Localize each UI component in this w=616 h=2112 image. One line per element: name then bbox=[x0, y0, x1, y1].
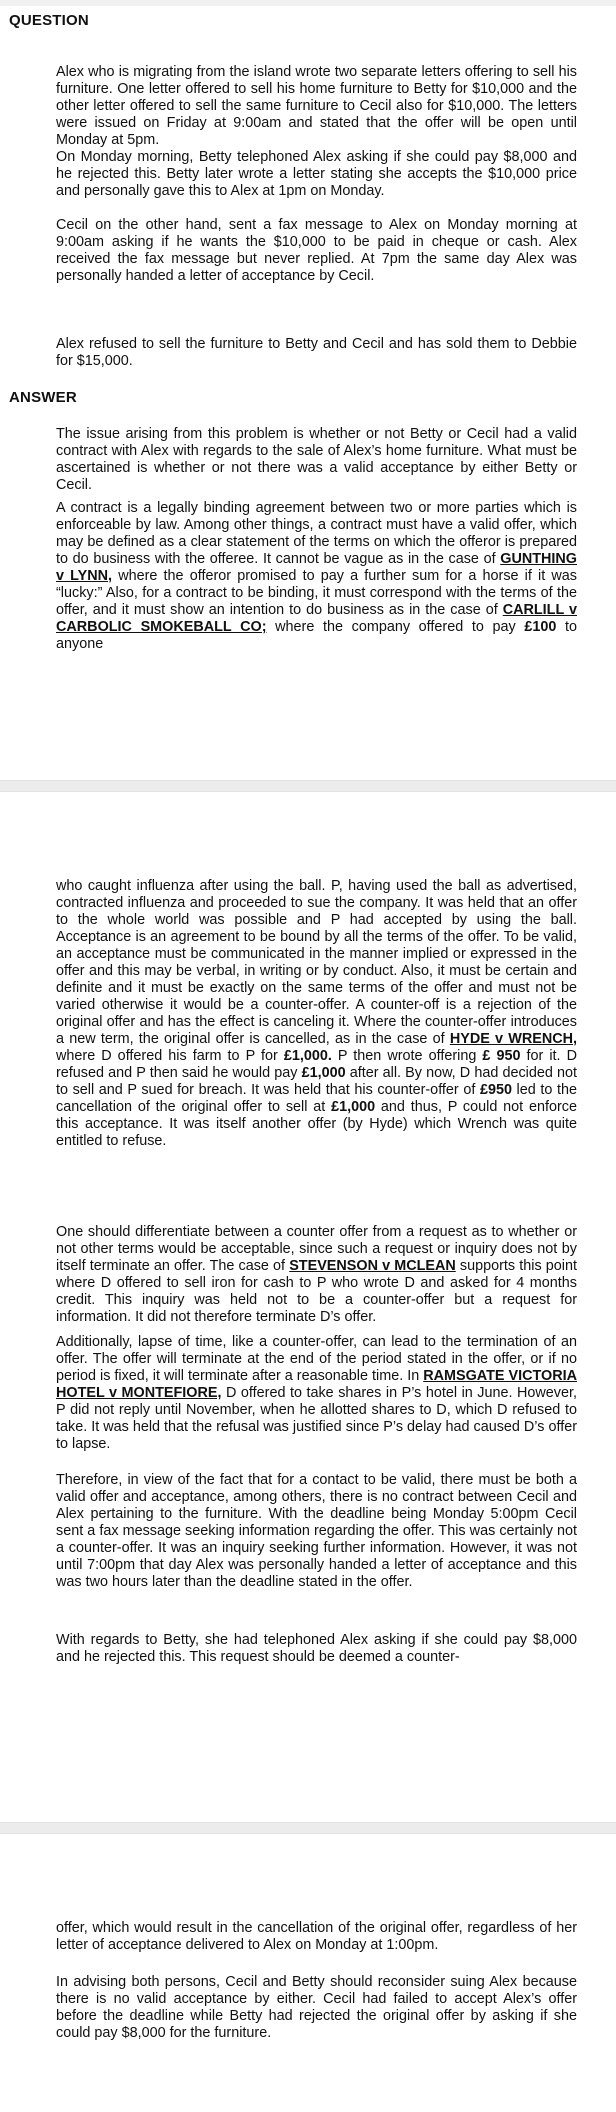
answer-paragraph-6: Therefore, in view of the fact that for a contact to be valid, there must be both a valid offer and acceptance, among others, there is no contract between Cecil and Alex pertaining to the furniture. With the deadline being Monday 5:00pm Cecil sent a fax message seeking information regarding the offer. This was certainly not a counter-offer. It was an inquiry seeking further information. However, it was not until 7:00pm that day Alex was personally handed a letter of acceptance and this was two hours later than the deadline stated in the offer. bbox=[56, 1472, 577, 1590]
question-paragraph-4: Alex refused to sell the furniture to Betty and Cecil and has sold them to Debbie for $15,000. bbox=[56, 336, 577, 369]
answer-paragraph-4-text-a: One should differentiate between a counter offer from a request as to whether or not other terms would be acceptable, since such a request or inquiry does not by itself terminate an offer. The case of bbox=[56, 1224, 577, 1274]
case-hyde-v-wrench: HYDE v WRENCH, bbox=[449, 1031, 577, 1047]
answer-paragraph-5-text-a: Additionally, lapse of time, like a counter-offer, can lead to the termination of an offer. The offer will terminate at the end of the period stated in the offer, or if no period is fixed, it will terminate after a reasonable time. In bbox=[56, 1334, 577, 1384]
answer-paragraph-3-text-c: P then wrote offering bbox=[331, 1048, 483, 1064]
case-gunthing-v-lynn: GUNTHING v LYNN, bbox=[56, 551, 577, 584]
answer-paragraph-2 bbox=[56, 500, 577, 653]
case-ramsgate-v-montefiore: RAMSGATE VICTORIA HOTEL v MONTEFIORE, bbox=[56, 1368, 577, 1401]
question-heading: QUESTION bbox=[9, 12, 89, 29]
page-break-1 bbox=[0, 780, 616, 792]
question-paragraph-2: On Monday morning, Betty telephoned Alex asking if she could pay $8,000 and he rejected this. Betty later wrote a letter stating she accepts the $10,000 price and personally gave this to Alex at 1pm on Monday. bbox=[56, 149, 577, 199]
answer-paragraph-8: offer, which would result in the cancellation of the original offer, regardless of her letter of acceptance delivered to Alex on Monday at 1:00pm. bbox=[56, 1920, 577, 1953]
answer-paragraph-2-text-b: where the offeror promised to pay a further sum for a horse if it was “lucky:” Also, for a contract to be binding, it must correspond with the terms of the offer, and it must show an intention to do business as in the case of bbox=[56, 568, 578, 618]
document-page-2 bbox=[0, 792, 616, 1822]
answer-paragraph-7: With regards to Betty, she had telephoned Alex asking if she could pay $8,000 and he rejected this. This request should be deemed a counter- bbox=[56, 1632, 577, 1665]
answer-heading: ANSWER bbox=[9, 389, 77, 406]
answer-paragraph-9: In advising both persons, Cecil and Betty should reconsider suing Alex because there is no valid acceptance by either. Cecil had failed to accept Alex’s offer before the deadline while Betty had rejected the original offer by asking if she could pay $8,000 for the furniture. bbox=[56, 1974, 577, 2041]
answer-paragraph-5-text-b: D offered to take shares in P’s hotel in June. However, P did not reply until November, when he allotted shares to D, which D refused to take. It was held that the refusal was justified since P’s delay had caused D’s offer to lapse. bbox=[56, 1385, 577, 1452]
question-paragraph-1: Alex who is migrating from the island wrote two separate letters offering to sell his furniture. One letter offered to sell his home furniture to Betty for $10,000 and the other letter offered to sell the same furniture to Cecil also for $10,000. The letters were issued on Friday at 9:00am and stated that the offer will be open until Monday at 5pm. bbox=[56, 64, 577, 148]
answer-paragraph-4-text-b: supports this point where D offered to sell iron for cash to P who wrote D and asked for 4 months credit. This inquiry was held not to be a counter-offer but a request for information. It did not therefore terminate D’s offer. bbox=[56, 1258, 577, 1325]
answer-paragraph-3-text-f: led to the cancellation of the original offer to sell at bbox=[56, 1082, 577, 1115]
case-stevenson-v-mclean: STEVENSON v MCLEAN bbox=[289, 1258, 456, 1274]
answer-paragraph-3-text-a: who caught influenza after using the ball. P, having used the ball as advertised, contracted influenza and proceeded to sue the company. It was held that an offer to the whole world was possible and P had accepted by using the ball. Acceptance is an agreement to be bound by all the terms of the offer. To be valid, an acceptance must be communicated in the manner implied or expressed in the offer and this may be verbal, in writing or by conduct. Also, it must be certain and definite and it must be exactly on the same terms of the offer and must not be varied otherwise it would be a counter-offer. A counter-off is a rejection of the original offer and has the effect is canceling it. Where the counter-offer introduces a new term, the original offer is cancelled, as in the case of bbox=[56, 878, 577, 1047]
amount-1000-a: £1,000. bbox=[283, 1048, 332, 1064]
case-carlill-v-carbolic: CARLILL v CARBOLIC SMOKEBALL CO; bbox=[56, 602, 578, 635]
answer-paragraph-5 bbox=[56, 1334, 577, 1453]
amount-100: £100 bbox=[524, 619, 557, 635]
answer-paragraph-3-text-d: for it. D refused and P then said he would pay bbox=[56, 1048, 577, 1081]
answer-paragraph-2-text-c: where the company offered to pay bbox=[266, 619, 525, 635]
answer-paragraph-4 bbox=[56, 1224, 577, 1326]
answer-paragraph-2-text-d: to anyone bbox=[56, 619, 578, 652]
answer-paragraph-3-text-e: after all. By now, D had decided not to sell and P sued for breach. It was held that his counter-offer of bbox=[56, 1065, 577, 1098]
amount-1000-b: £1,000 bbox=[301, 1065, 346, 1081]
answer-paragraph-3-text-b: where D offered his farm to P for bbox=[56, 1048, 284, 1064]
amount-950-a: £ 950 bbox=[482, 1048, 521, 1064]
question-paragraph-3: Cecil on the other hand, sent a fax message to Alex on Monday morning at 9:00am asking if he wants the $10,000 to be paid in cheque or cash. Alex received the fax message but never replied. At 7pm the same day Alex was personally handed a letter of acceptance by Cecil. bbox=[56, 217, 577, 284]
answer-paragraph-1: The issue arising from this problem is whether or not Betty or Cecil had a valid contract with Alex with regards to the sale of Alex’s home furniture. What must be ascertained is whether or not there was a valid acceptance by either Betty or Cecil. bbox=[56, 426, 577, 493]
amount-1000-c: £1,000 bbox=[331, 1099, 376, 1115]
answer-paragraph-3 bbox=[56, 878, 577, 1150]
document-page-3 bbox=[0, 1834, 616, 2112]
amount-950-b: £950 bbox=[479, 1082, 512, 1098]
answer-paragraph-3-text-g: and thus, P could not enforce this acceptance. It was itself another offer (by Hyde) which Wrench was quite entitled to refuse. bbox=[56, 1099, 577, 1149]
page-break-2 bbox=[0, 1822, 616, 1834]
document-page-1 bbox=[0, 0, 616, 780]
answer-paragraph-2-text-a: A contract is a legally binding agreement between two or more parties which is enforceable by law. Among other things, a contract must have a valid offer, which may be defined as a clear statement of the terms on which the offeror is prepared to do business with the offeree. It cannot be vague as in the case of bbox=[56, 500, 577, 567]
